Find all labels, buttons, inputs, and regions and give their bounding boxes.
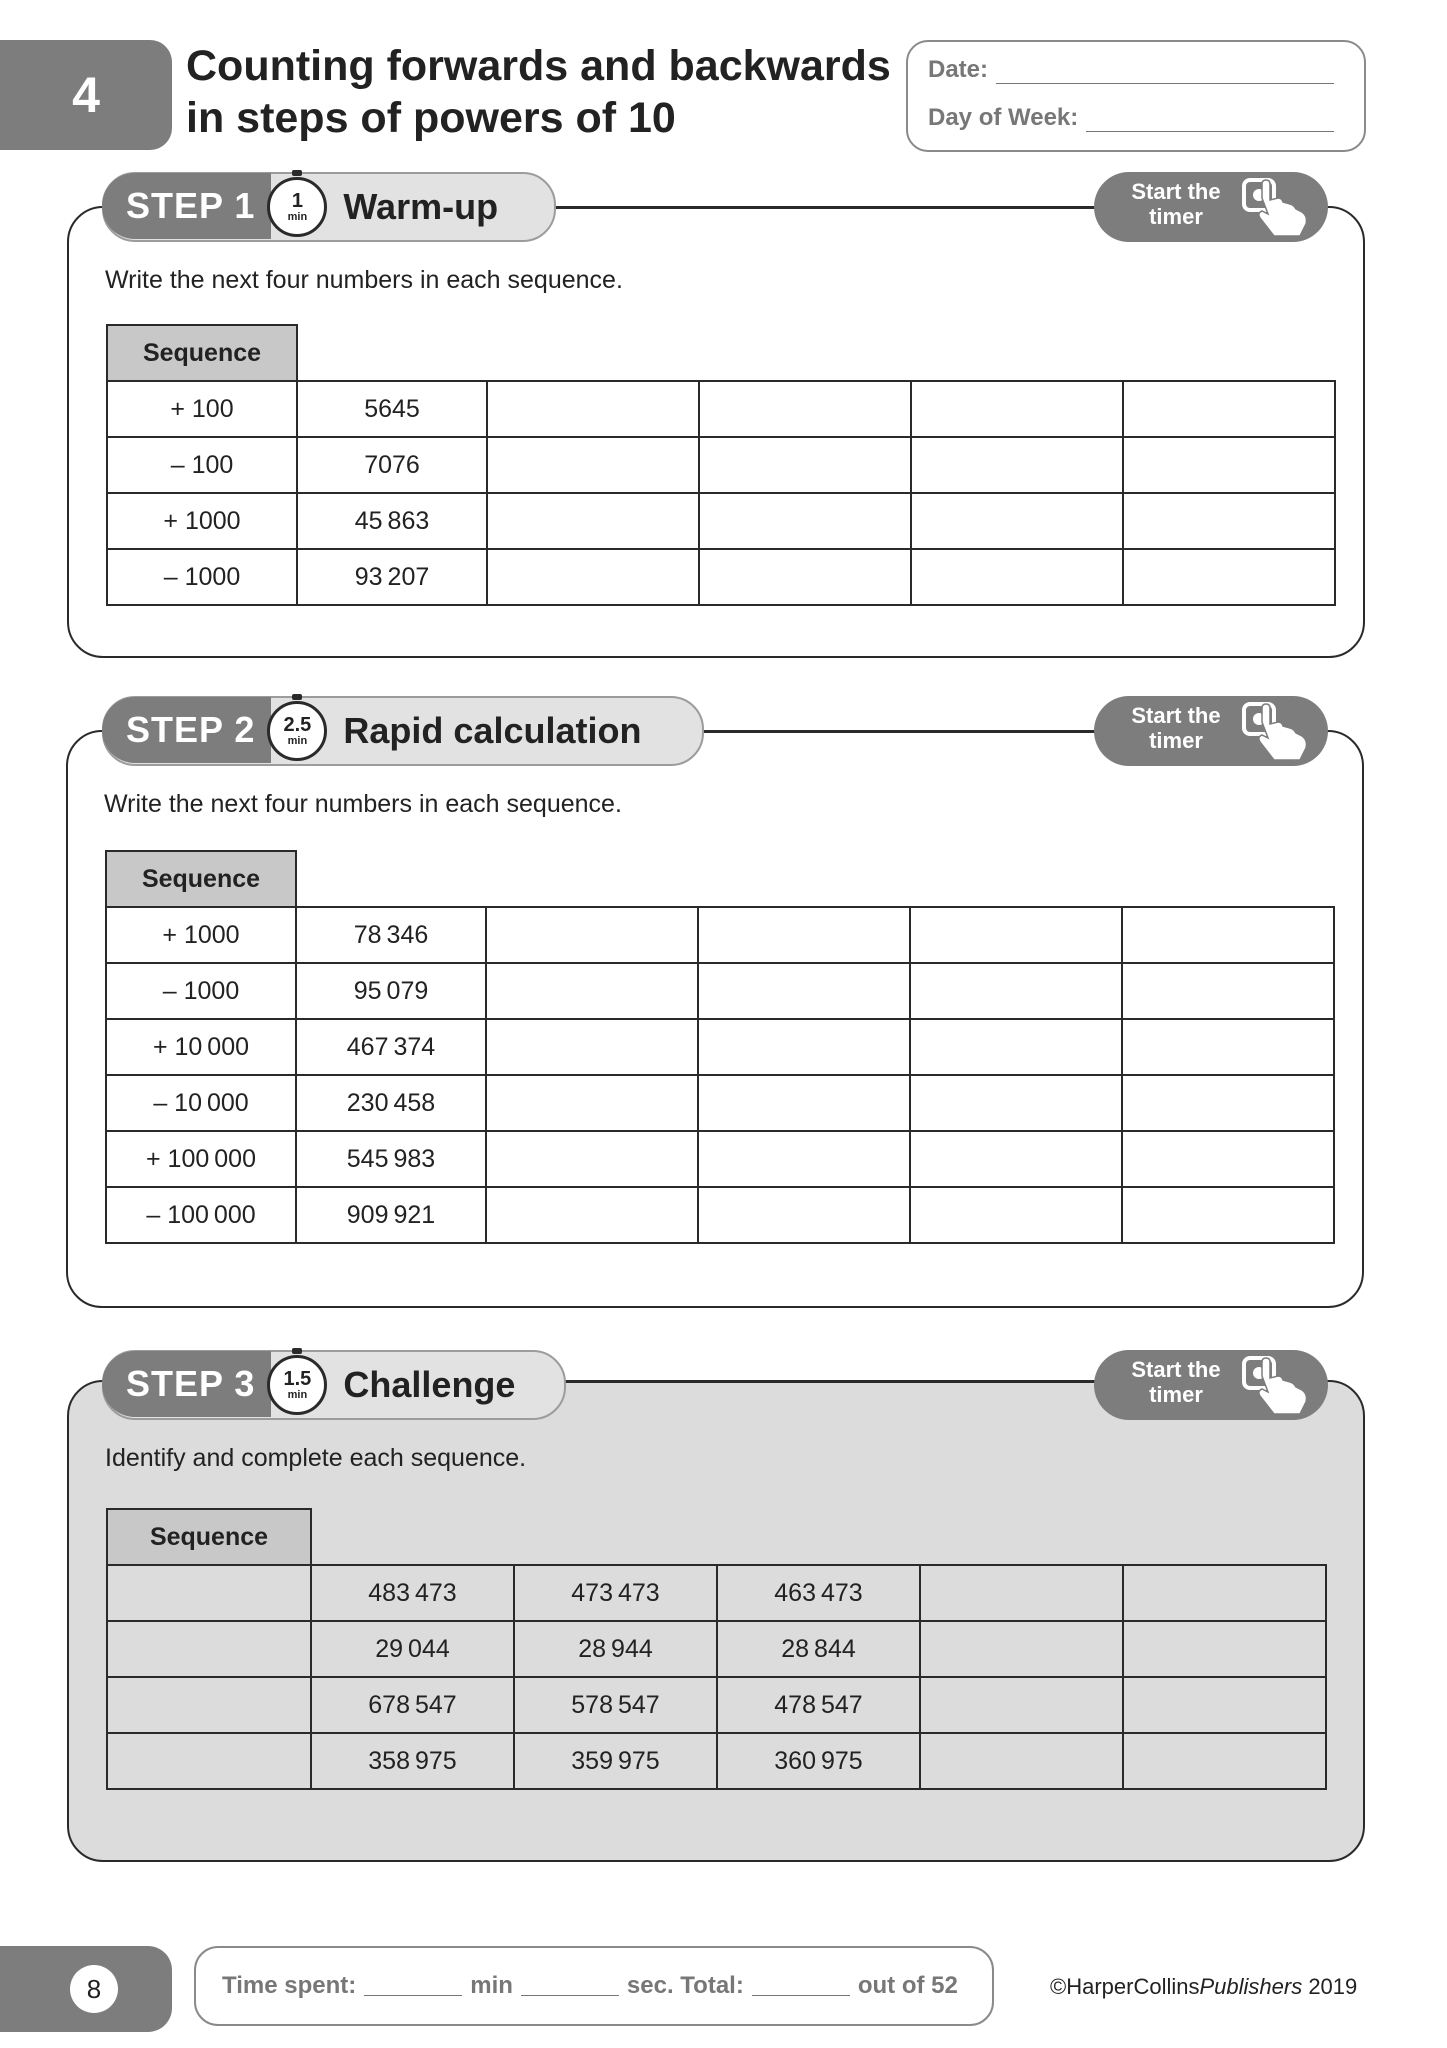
- sequence-rule: + 1000: [106, 907, 296, 963]
- page-number-tab: [0, 1946, 172, 2032]
- seconds-field[interactable]: [521, 1977, 619, 1996]
- answer-cell[interactable]: [486, 1187, 698, 1243]
- sequence-rule-blank[interactable]: [107, 1565, 311, 1621]
- answer-cell[interactable]: [698, 907, 910, 963]
- start-value: 5645: [297, 381, 487, 437]
- unit-number: 4: [72, 67, 100, 123]
- table-row: [107, 1733, 1326, 1789]
- start-timer-button[interactable]: [1094, 1350, 1328, 1420]
- copyright-prefix: ©HarperCollins: [1050, 1974, 1200, 1999]
- answer-cell[interactable]: [1123, 1565, 1326, 1621]
- step-1-title: Warm-up: [343, 186, 499, 227]
- answer-cell[interactable]: [920, 1621, 1123, 1677]
- answer-cell[interactable]: [920, 1733, 1123, 1789]
- time-spent-label: Time spent:: [222, 1972, 357, 1999]
- answer-cell[interactable]: [486, 1019, 698, 1075]
- unit-number-tab: [0, 40, 172, 150]
- table-row: [106, 1187, 1334, 1243]
- timer-value: 2.5: [283, 714, 312, 736]
- sequence-value: 473 473: [514, 1565, 717, 1621]
- start-timer-label: [1116, 703, 1236, 753]
- answer-cell[interactable]: [910, 1131, 1122, 1187]
- start-timer-button[interactable]: [1094, 696, 1328, 766]
- sequence-value: 678 547: [311, 1677, 514, 1733]
- start-timer-label: [1116, 179, 1236, 229]
- table-row: [106, 1075, 1334, 1131]
- day-of-week-field[interactable]: [928, 104, 1334, 132]
- answer-cell[interactable]: [910, 1075, 1122, 1131]
- timer-unit: min: [287, 211, 308, 223]
- start-timer-line-2: timer: [1149, 1382, 1203, 1407]
- touch-hand-icon: [1238, 700, 1318, 764]
- table-row: [107, 381, 1335, 437]
- start-timer-label: [1116, 1357, 1236, 1407]
- sequence-header: Sequence: [107, 1509, 311, 1565]
- table-row: [106, 1019, 1334, 1075]
- date-box: [906, 40, 1366, 152]
- step-1-table: [106, 324, 1336, 606]
- answer-cell[interactable]: [698, 963, 910, 1019]
- answer-cell[interactable]: [920, 1565, 1123, 1621]
- sec-total-label: sec. Total:: [626, 1972, 744, 1999]
- stopwatch-icon: [267, 177, 327, 237]
- start-timer-line-2: timer: [1149, 728, 1203, 753]
- answer-cell[interactable]: [920, 1677, 1123, 1733]
- answer-cell[interactable]: [1122, 1187, 1334, 1243]
- date-field[interactable]: [928, 56, 1334, 84]
- copyright-year: 2019: [1302, 1974, 1358, 1999]
- step-2-title: Rapid calculation: [343, 710, 642, 751]
- answer-cell[interactable]: [486, 1131, 698, 1187]
- answer-cell[interactable]: [911, 381, 1123, 437]
- sequence-value: 483 473: [311, 1565, 514, 1621]
- sequence-value: 28 944: [514, 1621, 717, 1677]
- answer-cell[interactable]: [486, 963, 698, 1019]
- sequence-value: 478 547: [717, 1677, 920, 1733]
- minutes-field[interactable]: [364, 1977, 462, 1996]
- answer-cell[interactable]: [1123, 437, 1335, 493]
- step-2-instruction: Write the next four numbers in each sequence.: [104, 790, 622, 818]
- answer-cell[interactable]: [699, 381, 911, 437]
- answer-cell[interactable]: [487, 493, 699, 549]
- stopwatch-icon: [267, 1355, 327, 1415]
- start-timer-line-1: Start the: [1131, 703, 1221, 728]
- answer-cell[interactable]: [910, 963, 1122, 1019]
- step-1-heading: [102, 172, 556, 242]
- step-3-label: STEP 3: [102, 1351, 271, 1417]
- answer-cell[interactable]: [911, 437, 1123, 493]
- step-2-heading: [102, 696, 704, 766]
- time-spent-box: [194, 1946, 994, 2026]
- answer-cell[interactable]: [1123, 1733, 1326, 1789]
- start-value: 45 863: [297, 493, 487, 549]
- start-timer-button[interactable]: [1094, 172, 1328, 242]
- sequence-rule-blank[interactable]: [107, 1621, 311, 1677]
- step-3-title: Challenge: [343, 1364, 516, 1405]
- answer-cell[interactable]: [1122, 1019, 1334, 1075]
- answer-cell[interactable]: [1123, 1621, 1326, 1677]
- step-2-connector: [698, 731, 1110, 733]
- answer-cell[interactable]: [698, 1019, 910, 1075]
- sequence-rule: – 100 000: [106, 1187, 296, 1243]
- answer-cell[interactable]: [910, 1019, 1122, 1075]
- timer-unit: min: [287, 1389, 308, 1401]
- start-value: 230 458: [296, 1075, 486, 1131]
- answer-cell[interactable]: [1122, 963, 1334, 1019]
- table-row: [107, 549, 1335, 605]
- sequence-rule: – 1000: [106, 963, 296, 1019]
- step-2-table: [105, 850, 1335, 1244]
- touch-hand-icon: [1238, 176, 1318, 240]
- start-value: 467 374: [296, 1019, 486, 1075]
- sequence-value: 29 044: [311, 1621, 514, 1677]
- step-3-heading: [102, 1350, 566, 1420]
- answer-cell[interactable]: [699, 437, 911, 493]
- step-2-label: STEP 2: [102, 697, 271, 763]
- answer-cell[interactable]: [486, 907, 698, 963]
- start-value: 7076: [297, 437, 487, 493]
- sequence-rule-blank[interactable]: [107, 1677, 311, 1733]
- answer-cell[interactable]: [699, 549, 911, 605]
- sequence-value: 360 975: [717, 1733, 920, 1789]
- step-1-label: STEP 1: [102, 173, 271, 239]
- answer-cell[interactable]: [910, 1187, 1122, 1243]
- answer-cell[interactable]: [1123, 549, 1335, 605]
- answer-cell[interactable]: [698, 1131, 910, 1187]
- sequence-rule: + 10 000: [106, 1019, 296, 1075]
- timer-value: 1.5: [283, 1368, 312, 1390]
- answer-cell[interactable]: [487, 437, 699, 493]
- sequence-rule: – 100: [107, 437, 297, 493]
- step-1-section: [67, 206, 1365, 658]
- sequence-value: 358 975: [311, 1733, 514, 1789]
- table-row: [107, 437, 1335, 493]
- answer-cell[interactable]: [699, 493, 911, 549]
- sequence-rule: + 100: [107, 381, 297, 437]
- answer-cell[interactable]: [698, 1187, 910, 1243]
- answer-cell[interactable]: [911, 493, 1123, 549]
- answer-cell[interactable]: [1122, 1075, 1334, 1131]
- sequence-rule: – 10 000: [106, 1075, 296, 1131]
- sequence-value: 578 547: [514, 1677, 717, 1733]
- sequence-value: 359 975: [514, 1733, 717, 1789]
- step-3-table: [106, 1508, 1327, 1790]
- start-value: 93 207: [297, 549, 487, 605]
- total-score-field[interactable]: [752, 1977, 850, 1996]
- answer-cell[interactable]: [1123, 1677, 1326, 1733]
- sequence-header: Sequence: [107, 325, 297, 381]
- day-of-week-label: Day of Week:: [928, 104, 1079, 131]
- step-2-section: [66, 730, 1364, 1308]
- start-timer-line-1: Start the: [1131, 179, 1221, 204]
- sequence-value: 463 473: [717, 1565, 920, 1621]
- table-row: [106, 907, 1334, 963]
- sequence-value: 28 844: [717, 1621, 920, 1677]
- start-value: 95 079: [296, 963, 486, 1019]
- title-line-2: in steps of powers of 10: [186, 94, 676, 142]
- page-number: 8: [70, 1965, 118, 2013]
- copyright-notice: [1050, 1974, 1357, 2000]
- table-row: [107, 1621, 1326, 1677]
- out-of-label: out of 52: [857, 1972, 958, 1999]
- timer-value: 1: [291, 190, 303, 212]
- table-row: [107, 1565, 1326, 1621]
- start-value: 909 921: [296, 1187, 486, 1243]
- touch-hand-icon: [1238, 1354, 1318, 1418]
- page-title: [186, 40, 891, 144]
- sequence-header: Sequence: [106, 851, 296, 907]
- answer-cell[interactable]: [1123, 381, 1335, 437]
- sequence-rule: – 1000: [107, 549, 297, 605]
- sequence-rule: + 100 000: [106, 1131, 296, 1187]
- start-timer-line-1: Start the: [1131, 1357, 1221, 1382]
- answer-cell[interactable]: [1122, 1131, 1334, 1187]
- step-3-instruction: Identify and complete each sequence.: [105, 1444, 527, 1472]
- answer-cell[interactable]: [698, 1075, 910, 1131]
- answer-cell[interactable]: [487, 381, 699, 437]
- start-value: 545 983: [296, 1131, 486, 1187]
- answer-cell[interactable]: [487, 549, 699, 605]
- table-row: [107, 1677, 1326, 1733]
- step-3-section: [67, 1380, 1365, 1862]
- min-label: min: [470, 1972, 513, 1999]
- title-line-1: Counting forwards and backwards: [186, 42, 891, 90]
- stopwatch-icon: [267, 701, 327, 761]
- sequence-rule-blank[interactable]: [107, 1733, 311, 1789]
- timer-unit: min: [287, 735, 308, 747]
- answer-cell[interactable]: [1123, 493, 1335, 549]
- table-row: [106, 1131, 1334, 1187]
- copyright-italic: Publishers: [1199, 1974, 1303, 1999]
- answer-cell[interactable]: [486, 1075, 698, 1131]
- step-1-connector: [550, 207, 1110, 209]
- start-timer-line-2: timer: [1149, 204, 1203, 229]
- start-value: 78 346: [296, 907, 486, 963]
- date-label: Date:: [928, 56, 989, 83]
- answer-cell[interactable]: [910, 907, 1122, 963]
- table-row: [107, 493, 1335, 549]
- table-row: [106, 963, 1334, 1019]
- step-1-instruction: Write the next four numbers in each sequence.: [105, 266, 623, 294]
- sequence-rule: + 1000: [107, 493, 297, 549]
- answer-cell[interactable]: [911, 549, 1123, 605]
- step-3-connector: [560, 1381, 1110, 1383]
- answer-cell[interactable]: [1122, 907, 1334, 963]
